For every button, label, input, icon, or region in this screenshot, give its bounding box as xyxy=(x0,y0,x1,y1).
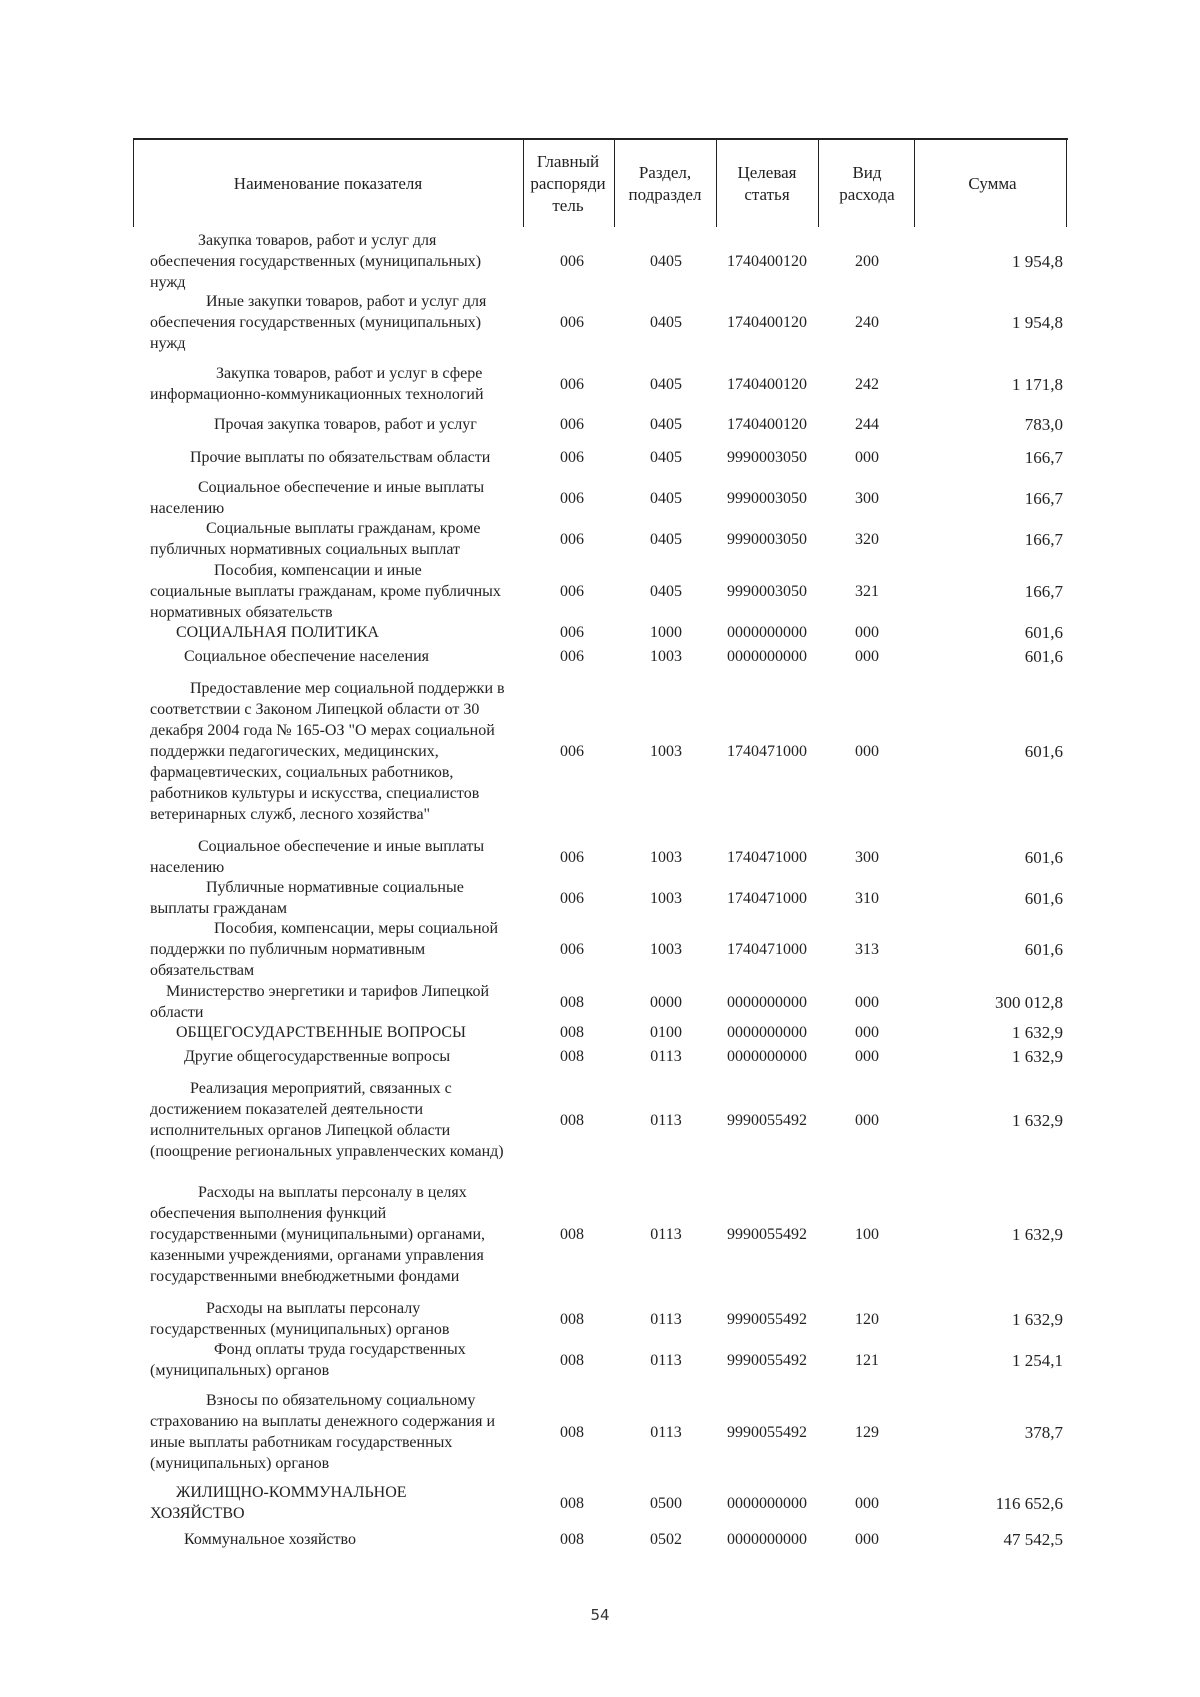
row-sum: 1 632,9 xyxy=(1012,1225,1063,1244)
row-rz: 0113 xyxy=(650,1424,682,1441)
header-gr-line: распоряди xyxy=(530,173,606,193)
header-gr xyxy=(523,140,613,227)
row-cs: 1740400120 xyxy=(727,314,807,331)
row-vr: 000 xyxy=(855,1112,879,1129)
row-name-line: обеспечения государственных (муниципальных) xyxy=(150,253,482,270)
row-name-line: населению xyxy=(150,859,225,876)
row-sum: 601,6 xyxy=(1024,647,1063,666)
row-sum: 166,7 xyxy=(1024,582,1063,601)
row-cs: 9990055492 xyxy=(727,1112,807,1129)
row-name-line: Прочие выплаты по обязательствам области xyxy=(190,449,491,466)
row-name-line: Иные закупки товаров, работ и услуг для xyxy=(206,293,487,310)
row-cs: 1740471000 xyxy=(727,941,807,958)
row-cs: 1740400120 xyxy=(727,416,807,433)
row-name xyxy=(150,1046,528,1067)
row-gr: 006 xyxy=(560,583,584,600)
row-name-line: Социальное обеспечение и иные выплаты xyxy=(198,479,485,496)
row-vr: 120 xyxy=(855,1311,879,1328)
row-cs: 9990055492 xyxy=(727,1352,807,1369)
row-sum: 1 632,9 xyxy=(1012,1023,1063,1042)
header-divider xyxy=(614,138,615,227)
row-name-line: Социальные выплаты гражданам, кроме xyxy=(206,520,481,537)
row-rz: 1003 xyxy=(650,849,682,866)
row-vr: 000 xyxy=(855,624,879,641)
row-gr: 006 xyxy=(560,849,584,866)
row-vr: 129 xyxy=(855,1424,879,1441)
row-vr: 000 xyxy=(855,1048,879,1065)
row-gr: 008 xyxy=(560,1024,584,1041)
row-name xyxy=(150,1529,528,1550)
row-name xyxy=(150,877,528,919)
row-vr: 000 xyxy=(855,449,879,466)
row-vr: 000 xyxy=(855,1495,879,1512)
row-sum: 166,7 xyxy=(1024,448,1063,467)
row-cs: 9990003050 xyxy=(727,583,807,600)
table-header xyxy=(133,138,1068,227)
row-cs: 1740471000 xyxy=(727,890,807,907)
row-vr: 121 xyxy=(855,1352,879,1369)
row-vr: 000 xyxy=(855,1024,879,1041)
row-vr: 300 xyxy=(855,849,879,866)
row-name-line: (муниципальных) органов xyxy=(150,1362,330,1379)
row-gr: 006 xyxy=(560,941,584,958)
row-name-line: СОЦИАЛЬНАЯ ПОЛИТИКА xyxy=(176,624,379,641)
row-name-line: Социальное обеспечение населения xyxy=(184,648,429,665)
header-divider xyxy=(133,138,134,227)
row-cs: 0000000000 xyxy=(727,1048,807,1065)
row-cs: 1740471000 xyxy=(727,849,807,866)
row-rz: 0500 xyxy=(650,1495,682,1512)
row-vr: 321 xyxy=(855,583,879,600)
row-rz: 1003 xyxy=(650,941,682,958)
row-sum: 1 632,9 xyxy=(1012,1310,1063,1329)
row-name-line: соответствии с Законом Липецкой области от 30 xyxy=(150,701,480,718)
row-sum: 1 632,9 xyxy=(1012,1047,1063,1066)
row-name-line: государственными (муниципальными) органами, xyxy=(150,1226,486,1243)
row-gr: 008 xyxy=(560,1311,584,1328)
header-gr-line: Главный xyxy=(536,151,600,171)
row-sum: 166,7 xyxy=(1024,530,1063,549)
row-name-line: Предоставление мер социальной поддержки в xyxy=(190,680,505,697)
row-name xyxy=(150,836,528,878)
row-name-line: фармацевтических, социальных работников, xyxy=(150,764,454,781)
row-name-line: (муниципальных) органов xyxy=(150,1455,330,1472)
row-name xyxy=(150,291,528,354)
row-gr: 006 xyxy=(560,253,584,270)
header-divider xyxy=(523,138,524,227)
row-gr: 008 xyxy=(560,1048,584,1065)
row-name xyxy=(150,981,528,1023)
header-vr xyxy=(819,140,915,227)
row-name-line: Публичные нормативные социальные xyxy=(206,879,464,896)
header-divider xyxy=(1066,138,1067,227)
row-name-line: казенными учреждениями, органами управления xyxy=(150,1247,484,1264)
row-name xyxy=(150,678,528,825)
row-vr: 313 xyxy=(855,941,879,958)
row-gr: 008 xyxy=(560,1424,584,1441)
row-name-line: исполнительных органов Липецкой области xyxy=(150,1122,451,1139)
row-gr: 008 xyxy=(560,1531,584,1548)
row-name-line: Пособия, компенсации и иные xyxy=(214,562,422,579)
row-name-line: ЖИЛИЩНО-КОММУНАЛЬНОЕ xyxy=(176,1484,407,1501)
row-vr: 240 xyxy=(855,314,879,331)
row-name xyxy=(150,363,528,405)
row-rz: 0405 xyxy=(650,314,682,331)
row-name-line: поддержки педагогических, медицинских, xyxy=(150,743,439,760)
row-gr: 006 xyxy=(560,531,584,548)
row-sum: 1 254,1 xyxy=(1012,1351,1063,1370)
row-sum: 378,7 xyxy=(1024,1423,1063,1442)
row-name-line: достижением показателей деятельности xyxy=(150,1101,424,1118)
row-gr: 006 xyxy=(560,624,584,641)
row-gr: 008 xyxy=(560,994,584,1011)
header-cs xyxy=(717,140,817,227)
row-sum: 601,6 xyxy=(1024,940,1063,959)
header-rz xyxy=(615,140,715,227)
row-sum: 1 171,8 xyxy=(1012,375,1063,394)
row-gr: 006 xyxy=(560,449,584,466)
row-name-line: области xyxy=(150,1004,204,1021)
row-name-line: публичных нормативных социальных выплат xyxy=(150,541,461,558)
row-name xyxy=(150,477,528,519)
row-cs: 0000000000 xyxy=(727,648,807,665)
row-rz: 0405 xyxy=(650,583,682,600)
row-gr: 006 xyxy=(560,648,584,665)
row-vr: 000 xyxy=(855,743,879,760)
row-name-line: Другие общегосударственные вопросы xyxy=(184,1048,451,1065)
row-cs: 9990055492 xyxy=(727,1226,807,1243)
row-name xyxy=(150,918,528,981)
row-name-line: нормативных обязательств xyxy=(150,604,333,621)
row-name xyxy=(150,447,528,468)
header-vr-line: Вид xyxy=(852,162,882,182)
row-name-line: Закупка товаров, работ и услуг для xyxy=(198,232,437,249)
row-rz: 0405 xyxy=(650,253,682,270)
row-cs: 1740400120 xyxy=(727,376,807,393)
row-name xyxy=(150,518,528,560)
row-gr: 008 xyxy=(560,1352,584,1369)
row-name-line: Пособия, компенсации, меры социальной xyxy=(214,920,499,937)
row-name xyxy=(150,1390,528,1474)
row-vr: 242 xyxy=(855,376,879,393)
header-name xyxy=(133,140,523,227)
row-vr: 310 xyxy=(855,890,879,907)
row-gr: 006 xyxy=(560,314,584,331)
row-name xyxy=(150,1022,528,1043)
row-rz: 0405 xyxy=(650,531,682,548)
row-sum: 601,6 xyxy=(1024,623,1063,642)
row-name-line: Министерство энергетики и тарифов Липецкой xyxy=(166,983,490,1000)
row-vr: 100 xyxy=(855,1226,879,1243)
row-name xyxy=(150,414,528,435)
row-name-line: государственными внебюджетными фондами xyxy=(150,1268,460,1285)
row-sum: 783,0 xyxy=(1024,415,1063,434)
row-vr: 300 xyxy=(855,490,879,507)
row-rz: 0113 xyxy=(650,1226,682,1243)
row-sum: 1 632,9 xyxy=(1012,1111,1063,1130)
header-gr-line: тель xyxy=(552,195,584,215)
row-name-line: населению xyxy=(150,500,225,517)
row-vr: 244 xyxy=(855,416,879,433)
row-name-line: ХОЗЯЙСТВО xyxy=(150,1505,245,1522)
row-name-line: нужд xyxy=(150,335,186,352)
row-cs: 1740471000 xyxy=(727,743,807,760)
row-name-line: Расходы на выплаты персоналу в целях xyxy=(198,1184,467,1201)
row-sum: 601,6 xyxy=(1024,889,1063,908)
row-name-line: Фонд оплаты труда государственных xyxy=(214,1341,466,1358)
header-divider xyxy=(716,138,717,227)
header-divider xyxy=(914,138,915,227)
row-cs: 0000000000 xyxy=(727,1024,807,1041)
row-name-line: обеспечения выполнения функций xyxy=(150,1205,387,1222)
row-name-line: Реализация мероприятий, связанных с xyxy=(190,1080,452,1097)
row-name-line: ОБЩЕГОСУДАРСТВЕННЫЕ ВОПРОСЫ xyxy=(176,1024,466,1041)
row-rz: 1000 xyxy=(650,624,682,641)
row-gr: 006 xyxy=(560,376,584,393)
row-cs: 9990003050 xyxy=(727,449,807,466)
row-sum: 601,6 xyxy=(1024,742,1063,761)
row-name-line: нужд xyxy=(150,274,186,291)
row-cs: 9990003050 xyxy=(727,531,807,548)
row-rz: 0000 xyxy=(650,994,682,1011)
row-name xyxy=(150,1339,528,1381)
row-gr: 008 xyxy=(560,1226,584,1243)
row-vr: 320 xyxy=(855,531,879,548)
row-rz: 0113 xyxy=(650,1311,682,1328)
row-gr: 006 xyxy=(560,890,584,907)
row-rz: 1003 xyxy=(650,743,682,760)
row-name-line: Взносы по обязательному социальному xyxy=(206,1392,476,1409)
row-gr: 006 xyxy=(560,490,584,507)
row-rz: 0100 xyxy=(650,1024,682,1041)
row-name-line: поддержки по публичным нормативным xyxy=(150,941,426,958)
row-name-line: иные выплаты работникам государственных xyxy=(150,1434,453,1451)
row-rz: 0405 xyxy=(650,416,682,433)
row-name-line: социальные выплаты гражданам, кроме публичных xyxy=(150,583,501,600)
row-sum: 1 954,8 xyxy=(1012,313,1063,332)
row-vr: 000 xyxy=(855,648,879,665)
row-cs: 1740400120 xyxy=(727,253,807,270)
row-rz: 0405 xyxy=(650,376,682,393)
row-name-line: Расходы на выплаты персоналу xyxy=(206,1300,421,1317)
row-rz: 0113 xyxy=(650,1352,682,1369)
row-name xyxy=(150,1482,528,1524)
header-rz-line: Раздел, xyxy=(638,162,692,182)
row-sum: 116 652,6 xyxy=(995,1494,1063,1513)
row-name-line: информационно-коммуникационных технологий xyxy=(150,386,484,403)
row-name xyxy=(150,1078,528,1162)
header-vr-line: расхода xyxy=(839,184,895,204)
row-rz: 0113 xyxy=(650,1112,682,1129)
row-name-line: Прочая закупка товаров, работ и услуг xyxy=(214,416,477,433)
row-name-line: Закупка товаров, работ и услуг в сфере xyxy=(216,365,483,382)
row-sum: 1 954,8 xyxy=(1012,252,1063,271)
row-vr: 000 xyxy=(855,994,879,1011)
row-cs: 9990055492 xyxy=(727,1424,807,1441)
row-name xyxy=(150,1298,528,1340)
row-name-line: работников культуры и искусства, специалистов xyxy=(150,785,480,802)
row-name-line: обязательствам xyxy=(150,962,255,979)
row-rz: 0405 xyxy=(650,490,682,507)
header-name-text: Наименование показателя xyxy=(233,173,423,193)
row-vr: 200 xyxy=(855,253,879,270)
row-name-line: государственных (муниципальных) органов xyxy=(150,1321,450,1338)
row-gr: 006 xyxy=(560,743,584,760)
row-rz: 0502 xyxy=(650,1531,682,1548)
row-cs: 0000000000 xyxy=(727,994,807,1011)
header-sum-text: Сумма xyxy=(968,173,1017,193)
row-vr: 000 xyxy=(855,1531,879,1548)
row-name xyxy=(150,230,528,293)
row-sum: 601,6 xyxy=(1024,848,1063,867)
header-divider xyxy=(818,138,819,227)
row-name xyxy=(150,646,528,667)
row-rz: 1003 xyxy=(650,890,682,907)
row-cs: 0000000000 xyxy=(727,1495,807,1512)
row-name-line: Коммунальное хозяйство xyxy=(184,1531,356,1548)
header-cs-line: Целевая xyxy=(737,162,797,182)
row-name xyxy=(150,622,528,643)
row-name-line: выплаты гражданам xyxy=(150,900,288,917)
header-sum xyxy=(917,140,1068,227)
row-rz: 1003 xyxy=(650,648,682,665)
row-name-line: страхованию на выплаты денежного содержания и xyxy=(150,1413,496,1430)
row-sum: 166,7 xyxy=(1024,489,1063,508)
row-name-line: обеспечения государственных (муниципальных) xyxy=(150,314,482,331)
row-sum: 47 542,5 xyxy=(1003,1530,1063,1549)
page-number: 54 xyxy=(590,1606,610,1624)
row-name xyxy=(150,560,528,623)
row-cs: 9990055492 xyxy=(727,1311,807,1328)
row-name-line: Социальное обеспечение и иные выплаты xyxy=(198,838,485,855)
row-name-line: декабря 2004 года № 165-ОЗ "О мерах социальной xyxy=(150,722,495,739)
row-rz: 0113 xyxy=(650,1048,682,1065)
row-gr: 006 xyxy=(560,416,584,433)
row-name-line: (поощрение региональных управленческих команд) xyxy=(150,1143,504,1160)
row-sum: 300 012,8 xyxy=(995,993,1063,1012)
row-cs: 0000000000 xyxy=(727,624,807,641)
row-cs: 9990003050 xyxy=(727,490,807,507)
row-rz: 0405 xyxy=(650,449,682,466)
row-gr: 008 xyxy=(560,1495,584,1512)
header-rz-line: подраздел xyxy=(628,184,702,204)
row-name xyxy=(150,1182,528,1287)
row-cs: 0000000000 xyxy=(727,1531,807,1548)
row-name-line: ветеринарных служб, лесного хозяйства" xyxy=(150,806,431,823)
header-cs-line: статья xyxy=(744,184,790,204)
row-gr: 008 xyxy=(560,1112,584,1129)
